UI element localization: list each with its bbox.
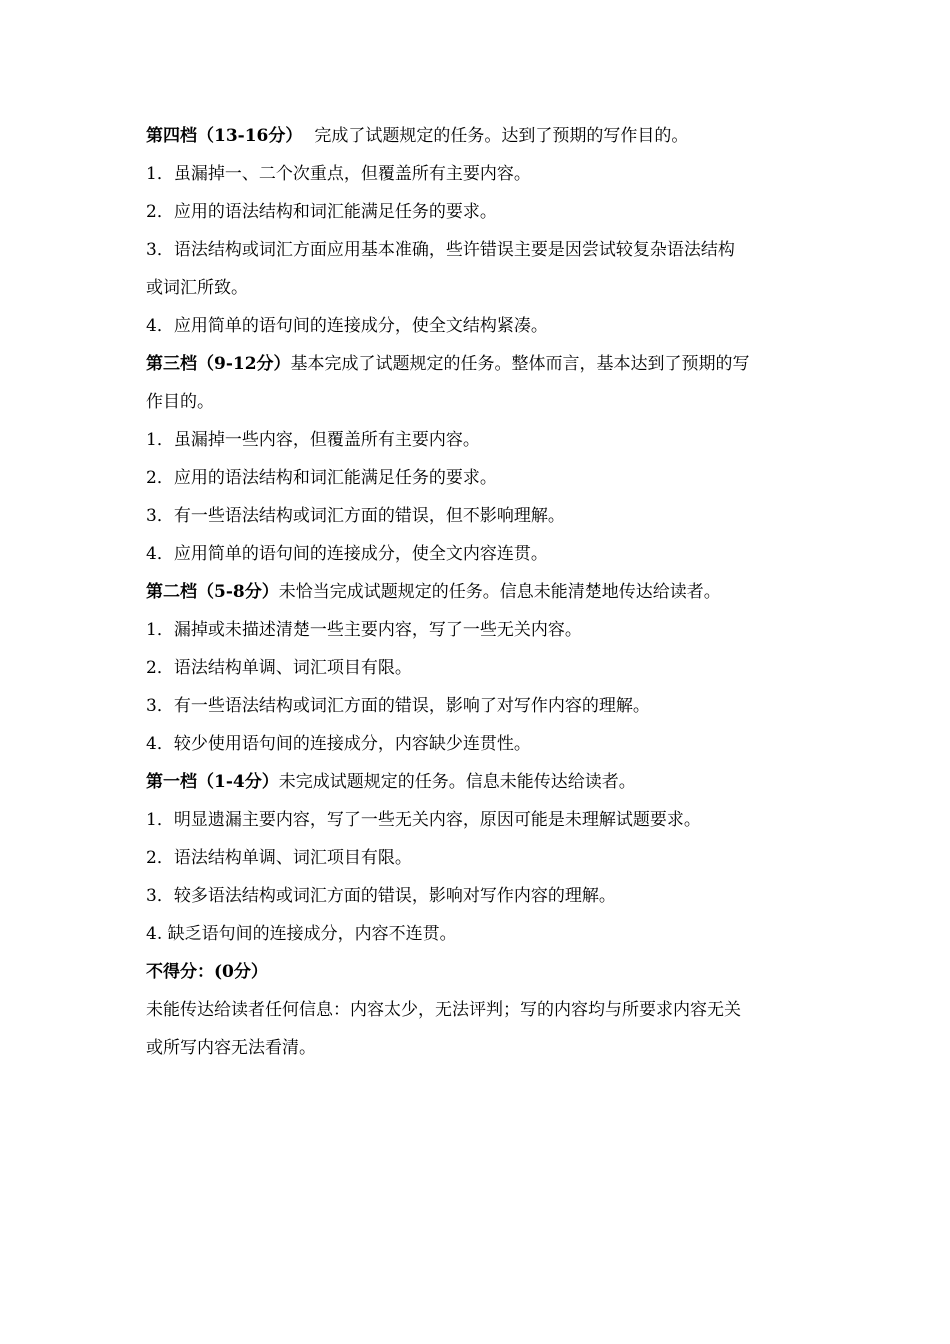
list-item: 2．语法结构单调、词汇项目有限。 bbox=[146, 658, 412, 678]
section-description: 未完成试题规定的任务。信息未能传达给读者。 bbox=[278, 772, 636, 792]
list-item: 1．虽漏掉一些内容，但覆盖所有主要内容。 bbox=[146, 430, 480, 450]
zero-score-heading bbox=[146, 953, 816, 991]
list-item: 1．明显遗漏主要内容，写了一些无关内容，原因可能是未理解试题要求。 bbox=[146, 810, 701, 830]
scoring-rubric bbox=[146, 117, 816, 1067]
section-label: 第四档（13-16分） bbox=[146, 126, 303, 146]
list-item: 2．应用的语法结构和词汇能满足任务的要求。 bbox=[146, 202, 497, 222]
list-item: 3．有一些语法结构或词汇方面的错误，但不影响理解。 bbox=[146, 506, 565, 526]
section-heading-2 bbox=[146, 573, 816, 611]
section-label: 第一档（1-4分） bbox=[146, 772, 279, 792]
list-item: 4．应用简单的语句间的连接成分，使全文结构紧凑。 bbox=[146, 316, 548, 336]
section-description: 基本完成了试题规定的任务。整体而言，基本达到了预期的写 bbox=[290, 354, 750, 374]
list-item: 2．语法结构单调、词汇项目有限。 bbox=[146, 848, 412, 868]
list-item: 1．虽漏掉一、二个次重点，但覆盖所有主要内容。 bbox=[146, 164, 531, 184]
list-item: 或词汇所致。 bbox=[146, 278, 248, 298]
section-label: 第二档（5-8分） bbox=[146, 582, 279, 602]
section-heading-3 bbox=[146, 345, 816, 383]
section-description: 完成了试题规定的任务。达到了预期的写作目的。 bbox=[314, 126, 689, 146]
section-label: 第三档（9-12分） bbox=[146, 354, 291, 374]
list-item: 4．较少使用语句间的连接成分，内容缺少连贯性。 bbox=[146, 734, 531, 754]
list-item: 4．应用简单的语句间的连接成分，使全文内容连贯。 bbox=[146, 544, 548, 564]
zero-score-text: 未能传达给读者任何信息：内容太少，无法评判；写的内容均与所要求内容无关 bbox=[146, 1000, 741, 1020]
section-description-continued: 作目的。 bbox=[146, 392, 214, 412]
list-item: 3．语法结构或词汇方面应用基本准确，些许错误主要是因尝试较复杂语法结构 bbox=[146, 240, 735, 260]
section-heading-1 bbox=[146, 763, 816, 801]
zero-score-label: 不得分：(0分） bbox=[146, 962, 268, 982]
list-item: 4. 缺乏语句间的连接成分，内容不连贯。 bbox=[146, 924, 457, 944]
list-item: 2．应用的语法结构和词汇能满足任务的要求。 bbox=[146, 468, 497, 488]
list-item: 3．较多语法结构或词汇方面的错误，影响对写作内容的理解。 bbox=[146, 886, 616, 906]
section-heading-4 bbox=[146, 117, 816, 155]
list-item: 3．有一些语法结构或词汇方面的错误，影响了对写作内容的理解。 bbox=[146, 696, 650, 716]
section-description: 未恰当完成试题规定的任务。信息未能清楚地传达给读者。 bbox=[278, 582, 721, 602]
zero-score-text: 或所写内容无法看清。 bbox=[146, 1038, 316, 1058]
list-item: 1．漏掉或未描述清楚一些主要内容，写了一些无关内容。 bbox=[146, 620, 582, 640]
